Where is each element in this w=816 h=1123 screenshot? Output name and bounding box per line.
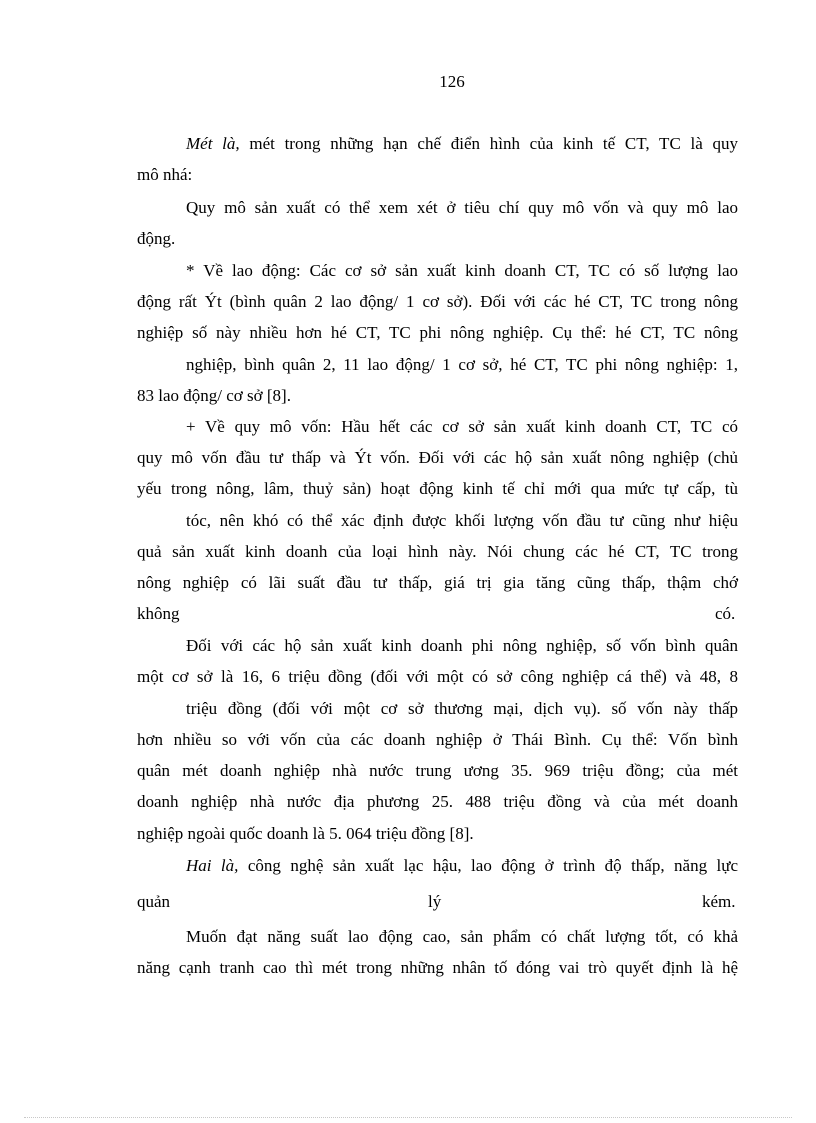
text-line: quả sản xuất kinh doanh của loại hình này. Nói chung các hé CT, TC trong	[137, 542, 738, 561]
text-line: Đối với các hộ sản xuất kinh doanh phi nông nghiệp, số vốn bình quân	[186, 636, 738, 655]
text-line: quy mô vốn đầu tư thấp và Ýt vốn. Đối với các hộ sản xuất nông nghiệp (chủ	[137, 448, 738, 467]
text-line: nông nghiệp có lãi suất đầu tư thấp, giá trị gia tăng cũng thấp, thậm chớ	[137, 573, 738, 592]
italic-lead: Hai là,	[186, 856, 239, 875]
text-line: Muốn đạt năng suất lao động cao, sản phẩm có chất lượng tốt, có khả	[186, 927, 738, 946]
page-number: 126	[439, 72, 465, 91]
text-line: yếu trong nông, lâm, thuỷ sản) hoạt động kinh tế chỉ mới qua mức tự cấp, tù	[137, 479, 738, 498]
text-line	[186, 855, 738, 877]
line-text: công nghệ sản xuất lạc hậu, lao động ở trình độ thấp, năng lực	[238, 856, 738, 875]
text-line: có.	[715, 604, 736, 623]
text-line: nghiệp ngoài quốc doanh là 5. 064 triệu đồng [8].	[137, 824, 474, 843]
text-line: kém.	[702, 892, 736, 911]
text-line: 83 lao động/ cơ sở [8].	[137, 386, 291, 405]
text-line: một cơ sở là 16, 6 triệu đồng (đối với một có sở công nghiệp cá thể) và 48, 8	[137, 667, 738, 686]
text-line: doanh nghiệp nhà nước địa phương 25. 488 triệu đồng và của mét doanh	[137, 792, 738, 811]
text-line: động rất Ýt (bình quân 2 lao động/ 1 cơ sở). Đối với các hé CT, TC trong nông	[137, 292, 738, 311]
text-line: lý	[428, 892, 442, 911]
text-line: mô nhá:	[137, 165, 193, 184]
text-line: động.	[137, 229, 176, 248]
page-bottom-divider	[24, 1117, 792, 1118]
line-text: mét trong những hạn chế điển hình của kinh tế CT, TC là quy	[239, 134, 739, 153]
text-line: năng cạnh tranh cao thì mét trong những nhân tố đóng vai trò quyết định là hệ	[137, 958, 738, 977]
text-line: không	[137, 604, 180, 623]
text-line: hơn nhiều so với vốn của các doanh nghiệp ở Thái Bình. Cụ thể: Vốn bình	[137, 730, 738, 749]
text-line: quân mét doanh nghiệp nhà nước trung ương 35. 969 triệu đồng; của mét	[137, 761, 738, 780]
text-line: nghiệp, bình quân 2, 11 lao động/ 1 cơ sở, hé CT, TC phi nông nghiệp: 1,	[186, 355, 738, 374]
text-line: nghiệp số này nhiều hơn hé CT, TC phi nông nghiệp. Cụ thể: hé CT, TC nông	[137, 323, 738, 342]
italic-lead: Mét là,	[186, 134, 240, 153]
text-line: triệu đồng (đối với một cơ sở thương mại, dịch vụ). số vốn này thấp	[186, 699, 738, 718]
text-line: + Về quy mô vốn: Hầu hết các cơ sở sản xuất kinh doanh CT, TC có	[186, 417, 738, 436]
text-line: tóc, nên khó có thể xác định được khối lượng vốn đầu tư cũng như hiệu	[186, 511, 738, 530]
text-line: quản	[137, 892, 171, 911]
text-line: Quy mô sản xuất có thể xem xét ở tiêu chí quy mô vốn và quy mô lao	[186, 198, 738, 217]
text-line: * Về lao động: Các cơ sở sản xuất kinh doanh CT, TC có số lượng lao	[186, 261, 738, 280]
text-line	[186, 133, 738, 155]
